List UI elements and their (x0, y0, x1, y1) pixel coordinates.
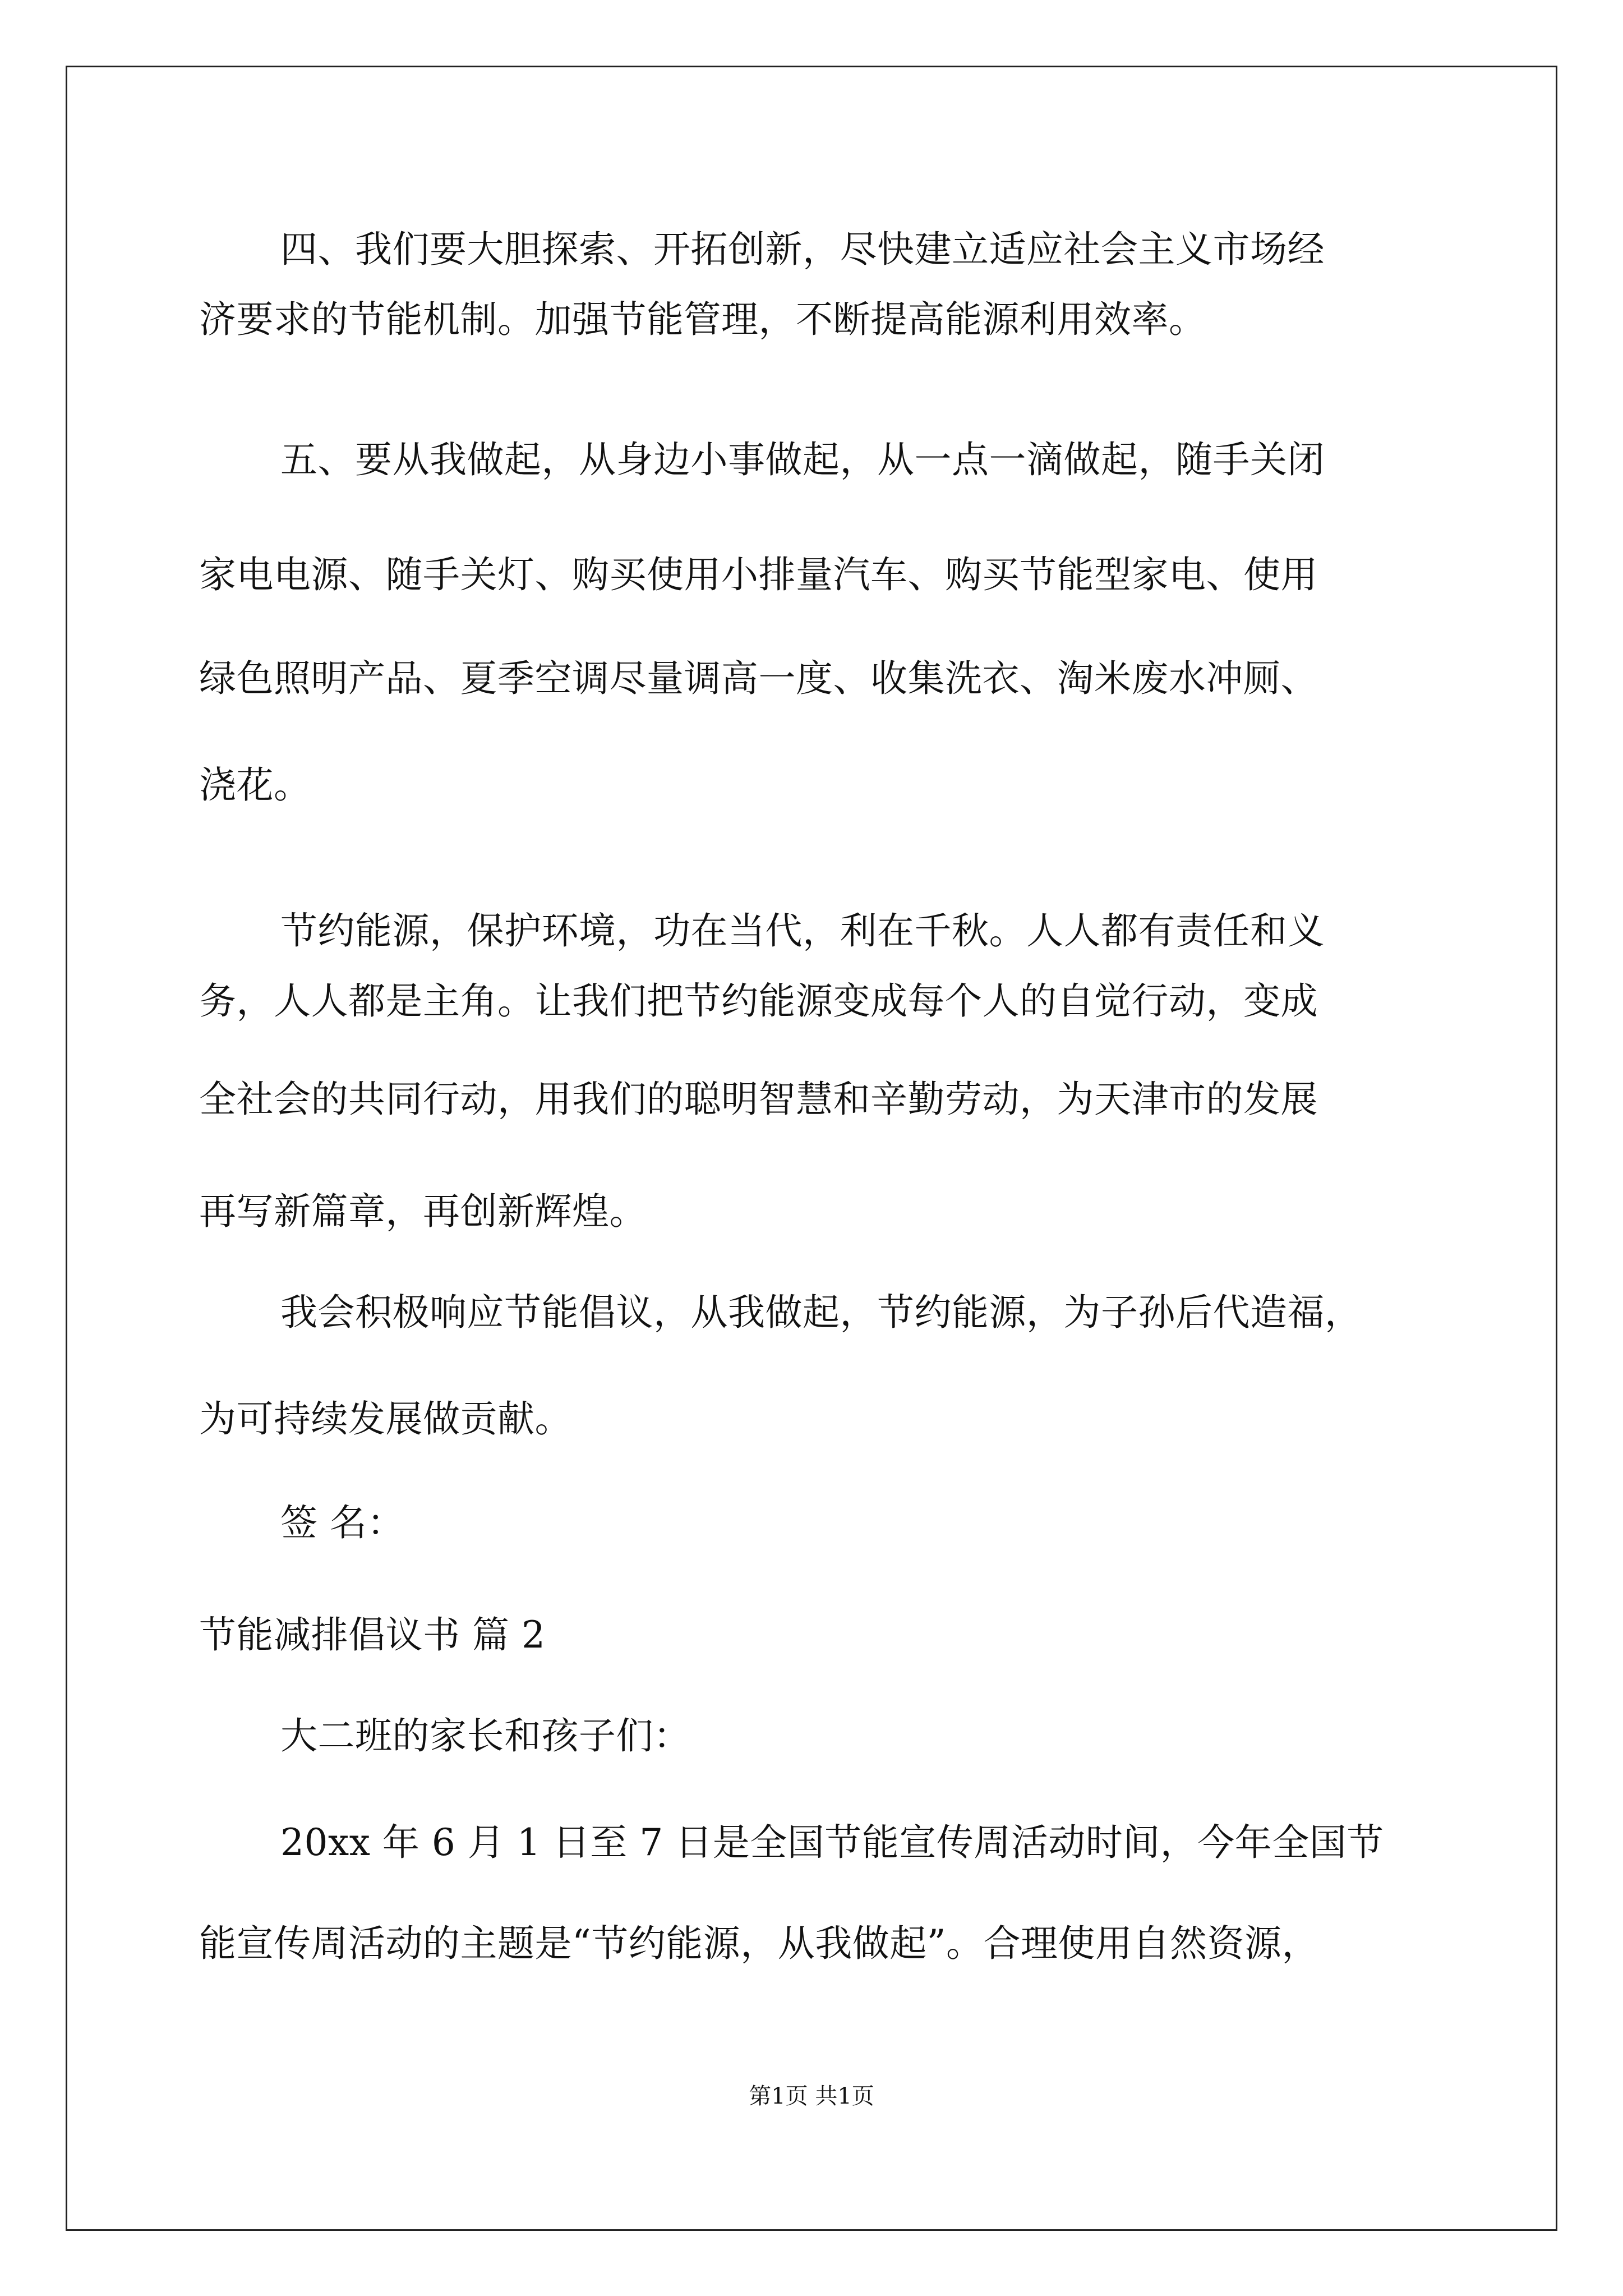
salutation: 大二班的家长和孩子们： (280, 1714, 691, 1757)
paragraph-6-line-1: 节约能源，保护环境，功在当代，利在千秋。人人都有责任和义 (280, 909, 1325, 953)
paragraph-6-line-4: 再写新篇章，再创新辉煌。 (199, 1190, 647, 1233)
paragraph-7-line-1: 我会积极响应节能倡议，从我做起，节约能源，为子孙后代造福， (280, 1291, 1362, 1334)
paragraph-6-line-3: 全社会的共同行动，用我们的聪明智慧和辛勤劳动，为天津市的发展 (199, 1078, 1318, 1121)
page-number-footer: 第1页 共1页 (749, 2083, 874, 2109)
paragraph-7-line-2: 为可持续发展做贡献。 (199, 1397, 572, 1441)
page-border (66, 66, 1557, 2231)
paragraph-5-line-4: 浇花。 (199, 763, 311, 807)
paragraph-8-line-2: 能宣传周活动的主题是“节约能源，从我做起”。合理使用自然资源， (199, 1922, 1319, 1965)
paragraph-5-line-3: 绿色照明产品、夏季空调尽量调高一度、收集洗衣、淘米废水冲厕、 (199, 657, 1318, 700)
paragraph-6-line-2: 务，人人都是主角。让我们把节约能源变成每个人的自觉行动，变成 (199, 979, 1318, 1023)
paragraph-4-line-1: 四、我们要大胆探索、开拓创新，尽快建立适应社会主义市场经 (280, 228, 1325, 271)
section-heading: 节能减排倡议书 篇 2 (199, 1613, 546, 1657)
paragraph-4-line-2: 济要求的节能机制。加强节能管理，不断提高能源利用效率。 (199, 298, 1206, 341)
paragraph-5-line-1: 五、要从我做起，从身边小事做起，从一点一滴做起，随手关闭 (280, 438, 1325, 481)
signature-label: 签 名： (280, 1501, 404, 1544)
paragraph-5-line-2: 家电电源、随手关灯、购买使用小排量汽车、购买节能型家电、使用 (199, 553, 1318, 596)
paragraph-8-line-1: 20xx 年 6 月 1 日至 7 日是全国节能宣传周活动时间，今年全国节 (280, 1821, 1384, 1864)
